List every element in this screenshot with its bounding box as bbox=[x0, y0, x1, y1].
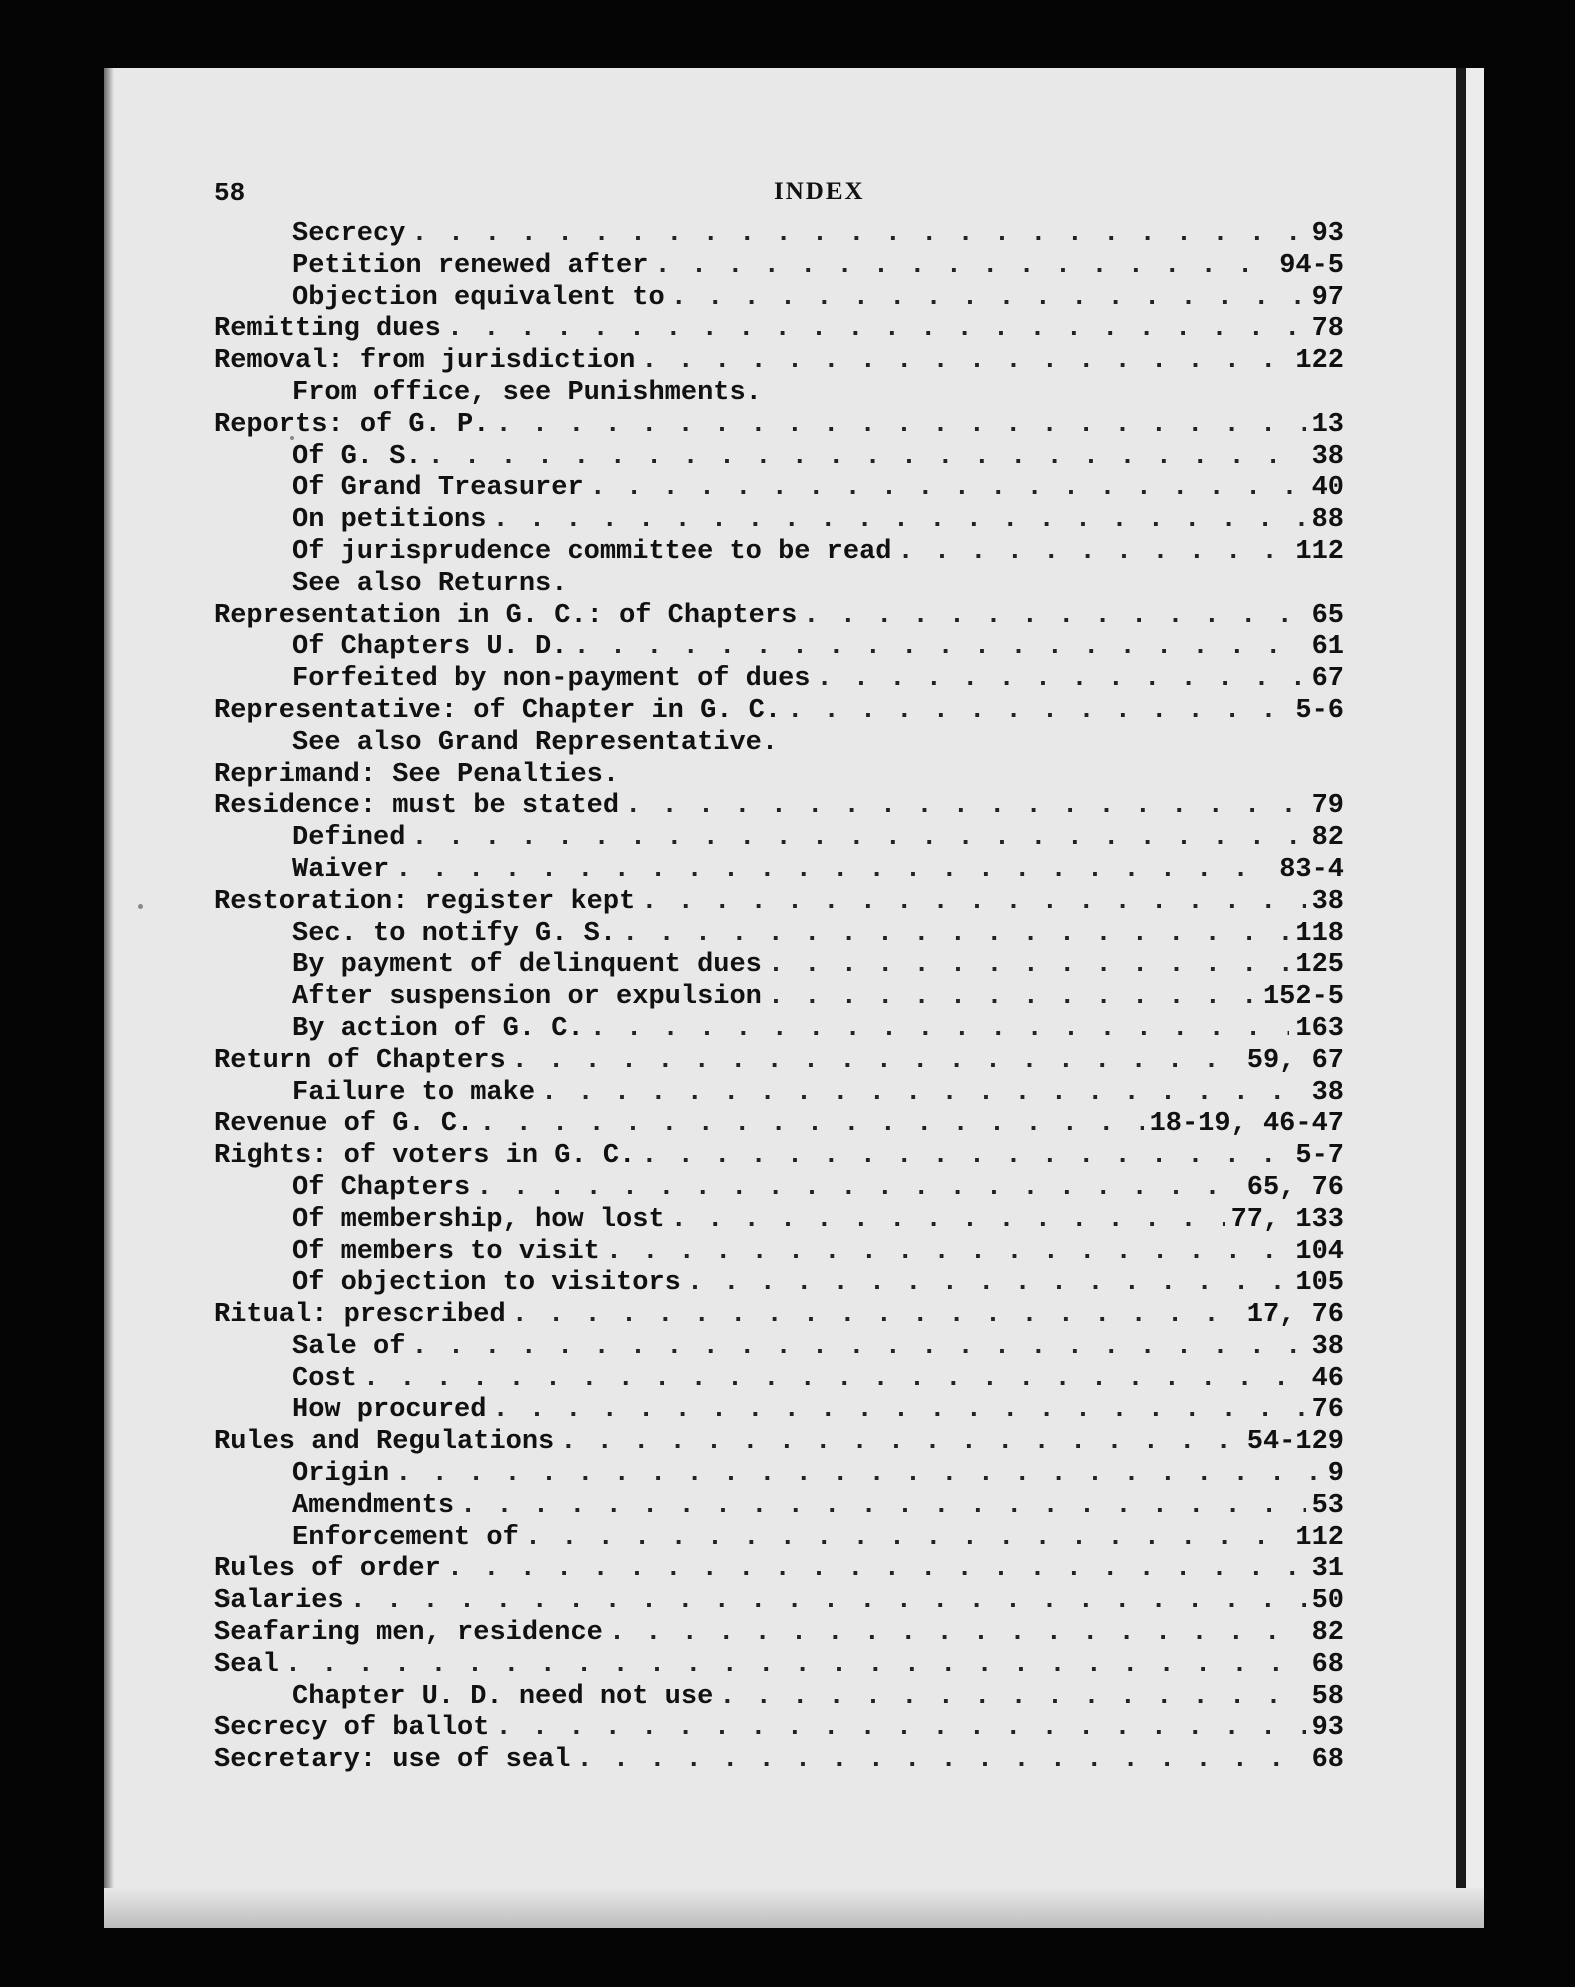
entry-pages: 68 bbox=[1311, 1649, 1344, 1680]
entry-term: Representative: of Chapter in G. C. bbox=[214, 695, 782, 726]
dot-leader bbox=[479, 1109, 1143, 1141]
index-entry bbox=[214, 1618, 1344, 1650]
entry-term: Revenue of G. C. bbox=[214, 1109, 474, 1140]
index-entry bbox=[214, 1427, 1344, 1459]
index-entry bbox=[214, 1491, 1344, 1523]
entry-term: Objection equivalent to bbox=[292, 282, 665, 313]
dot-leader bbox=[787, 696, 1289, 728]
index-entry bbox=[214, 378, 1344, 410]
index-entry bbox=[214, 887, 1344, 919]
entry-pages: 18-19, 46-47 bbox=[1149, 1109, 1344, 1140]
index-entry bbox=[214, 760, 1344, 792]
dot-leader bbox=[576, 1745, 1305, 1777]
index-entry bbox=[214, 1046, 1344, 1078]
dot-leader bbox=[590, 1014, 1290, 1046]
entry-pages: 78 bbox=[1311, 314, 1344, 345]
entry-pages: 13 bbox=[1311, 409, 1344, 440]
entry-term: Rules and Regulations bbox=[214, 1427, 555, 1458]
entry-term: Of Chapters U. D. bbox=[292, 632, 568, 663]
index-entry bbox=[214, 632, 1344, 664]
entry-term: Waiver bbox=[292, 854, 390, 885]
entry-term: Secretary: use of seal bbox=[214, 1745, 571, 1776]
entry-term: Of Grand Treasurer bbox=[292, 473, 584, 504]
dot-leader bbox=[625, 791, 1306, 823]
dot-leader bbox=[512, 1300, 1241, 1332]
entry-pages: 40 bbox=[1311, 473, 1344, 504]
entry-term: Amendments bbox=[292, 1490, 455, 1521]
entry-pages: 97 bbox=[1311, 282, 1344, 313]
entry-pages: 5-6 bbox=[1295, 695, 1344, 726]
index-entry bbox=[214, 1459, 1344, 1491]
entry-pages: 67 bbox=[1311, 664, 1344, 695]
index-entry bbox=[214, 1014, 1344, 1046]
index-entry bbox=[214, 283, 1344, 315]
index-entry bbox=[214, 505, 1344, 537]
entry-pages: 93 bbox=[1311, 1713, 1344, 1744]
dot-leader bbox=[622, 919, 1289, 951]
index-entry bbox=[214, 1554, 1344, 1586]
entry-pages: 68 bbox=[1311, 1745, 1344, 1776]
dot-leader bbox=[719, 1682, 1305, 1714]
dot-leader bbox=[609, 1618, 1306, 1650]
entry-term: Origin bbox=[292, 1459, 390, 1490]
dot-leader bbox=[590, 473, 1306, 505]
entry-term: How procured bbox=[292, 1395, 487, 1426]
entry-term: Of G. S. bbox=[292, 441, 422, 472]
dot-leader bbox=[816, 664, 1305, 696]
dot-leader bbox=[687, 1268, 1290, 1300]
entry-pages: 79 bbox=[1311, 791, 1344, 822]
dot-leader bbox=[898, 537, 1290, 569]
entry-pages: 104 bbox=[1295, 1236, 1344, 1267]
entry-pages: 38 bbox=[1311, 886, 1344, 917]
index-entry bbox=[214, 346, 1344, 378]
index-entry bbox=[214, 1745, 1344, 1777]
index-entry bbox=[214, 1364, 1344, 1396]
index-entry bbox=[214, 855, 1344, 887]
entry-term: Forfeited by non-payment of dues bbox=[292, 664, 811, 695]
index-entry bbox=[214, 410, 1344, 442]
entry-term: Restoration: register kept bbox=[214, 886, 636, 917]
dot-leader bbox=[671, 1205, 1225, 1237]
entry-pages: 122 bbox=[1295, 346, 1344, 377]
entry-term: Sale of bbox=[292, 1331, 406, 1362]
entry-pages: 88 bbox=[1311, 505, 1344, 536]
index-entry bbox=[214, 1205, 1344, 1237]
index-entry bbox=[214, 1237, 1344, 1269]
dot-leader bbox=[395, 855, 1273, 887]
entry-pages: 65, 76 bbox=[1246, 1172, 1344, 1203]
entry-pages: 77, 133 bbox=[1230, 1204, 1344, 1235]
page-gutter bbox=[1456, 68, 1466, 1928]
index-entry bbox=[214, 442, 1344, 474]
dot-leader bbox=[495, 410, 1305, 442]
entry-pages: 17, 76 bbox=[1246, 1300, 1344, 1331]
index-entry bbox=[214, 1713, 1344, 1745]
entry-term: Of membership, how lost bbox=[292, 1204, 665, 1235]
entry-pages: 112 bbox=[1295, 1522, 1344, 1553]
entry-pages: 31 bbox=[1311, 1554, 1344, 1585]
entry-pages: 59, 67 bbox=[1246, 1045, 1344, 1076]
entry-term: On petitions bbox=[292, 505, 487, 536]
index-entry bbox=[214, 1109, 1344, 1141]
entry-term: Chapter U. D. need not use bbox=[292, 1681, 714, 1712]
entry-pages: 53 bbox=[1311, 1490, 1344, 1521]
entry-term: Secrecy of ballot bbox=[214, 1713, 490, 1744]
dot-leader bbox=[492, 1395, 1305, 1427]
entry-term: Of Chapters bbox=[292, 1172, 471, 1203]
entry-pages: 38 bbox=[1311, 441, 1344, 472]
dot-leader bbox=[285, 1650, 1306, 1682]
index-entry bbox=[214, 1141, 1344, 1173]
entry-term: Failure to make bbox=[292, 1077, 536, 1108]
entry-term: By payment of delinquent dues bbox=[292, 950, 762, 981]
index-entry bbox=[214, 251, 1344, 283]
dot-leader bbox=[641, 346, 1289, 378]
index-entry bbox=[214, 569, 1344, 601]
dot-leader bbox=[641, 887, 1305, 919]
entry-pages: 163 bbox=[1295, 1013, 1344, 1044]
dot-leader bbox=[447, 1554, 1306, 1586]
index-entry bbox=[214, 1586, 1344, 1618]
index-entry bbox=[214, 601, 1344, 633]
entry-term: See also Grand Representative. bbox=[292, 727, 779, 758]
page-header bbox=[214, 178, 1344, 210]
entry-term: Enforcement of bbox=[292, 1522, 519, 1553]
index-entry bbox=[214, 950, 1344, 982]
entry-term: Of objection to visitors bbox=[292, 1268, 681, 1299]
entry-pages: 61 bbox=[1311, 632, 1344, 663]
index-entry bbox=[214, 1173, 1344, 1205]
entry-pages: 38 bbox=[1311, 1077, 1344, 1108]
entry-term: After suspension or expulsion bbox=[292, 982, 762, 1013]
entry-pages: 152-5 bbox=[1262, 982, 1344, 1013]
entry-pages: 65 bbox=[1311, 600, 1344, 631]
entry-pages: 112 bbox=[1295, 536, 1344, 567]
entry-pages: 38 bbox=[1311, 1331, 1344, 1362]
dot-leader bbox=[573, 632, 1305, 664]
dot-leader bbox=[560, 1427, 1241, 1459]
entry-pages: 105 bbox=[1295, 1268, 1344, 1299]
dot-leader bbox=[411, 823, 1305, 855]
dot-leader bbox=[671, 283, 1306, 315]
dot-leader bbox=[476, 1173, 1241, 1205]
index-entry bbox=[214, 728, 1344, 760]
dot-leader bbox=[363, 1364, 1306, 1396]
dot-leader bbox=[606, 1237, 1290, 1269]
dot-leader bbox=[492, 505, 1305, 537]
index-entry bbox=[214, 1268, 1344, 1300]
entry-term: Ritual: prescribed bbox=[214, 1300, 506, 1331]
dot-leader bbox=[641, 1141, 1289, 1173]
index-entry bbox=[214, 1395, 1344, 1427]
dot-leader bbox=[350, 1586, 1306, 1618]
entry-pages: 93 bbox=[1311, 219, 1344, 249]
dot-leader bbox=[460, 1491, 1306, 1523]
entry-term: Secrecy bbox=[292, 219, 406, 249]
entry-pages: 58 bbox=[1311, 1681, 1344, 1712]
entry-term: Petition renewed after bbox=[292, 250, 649, 281]
running-title: INDEX bbox=[774, 178, 865, 205]
entry-pages: 94-5 bbox=[1279, 250, 1344, 281]
entry-pages: 76 bbox=[1311, 1395, 1344, 1426]
entry-pages: 50 bbox=[1311, 1586, 1344, 1617]
entry-pages: 9 bbox=[1327, 1459, 1344, 1490]
index-entry bbox=[214, 696, 1344, 728]
dot-leader bbox=[512, 1046, 1241, 1078]
facing-page-edge bbox=[1466, 68, 1484, 1928]
entry-term: Reports: of G. P. bbox=[214, 409, 490, 440]
entry-term: From office, see Punishments. bbox=[292, 377, 762, 408]
entry-term: Of jurisprudence committee to be read bbox=[292, 536, 892, 567]
index-entry bbox=[214, 473, 1344, 505]
entry-pages: 5-7 bbox=[1295, 1141, 1344, 1172]
index-entry bbox=[214, 664, 1344, 696]
index-entry bbox=[214, 1078, 1344, 1110]
index-entry bbox=[214, 537, 1344, 569]
index-list bbox=[214, 219, 1344, 1777]
entry-pages: 83-4 bbox=[1279, 854, 1344, 885]
index-entry bbox=[214, 219, 1344, 251]
entry-term: See also Returns. bbox=[292, 568, 568, 599]
entry-term: Remitting dues bbox=[214, 314, 441, 345]
entry-term: Rights: of voters in G. C. bbox=[214, 1141, 636, 1172]
entry-pages: 118 bbox=[1295, 918, 1344, 949]
dot-leader bbox=[395, 1459, 1322, 1491]
dot-leader bbox=[541, 1078, 1306, 1110]
dot-leader bbox=[768, 982, 1257, 1014]
entry-term: By action of G. C. bbox=[292, 1013, 584, 1044]
entry-pages: 54-129 bbox=[1246, 1427, 1344, 1458]
index-entry bbox=[214, 1650, 1344, 1682]
entry-term: Seafaring men, residence bbox=[214, 1618, 603, 1649]
dot-leader bbox=[654, 251, 1273, 283]
entry-pages: 82 bbox=[1311, 1618, 1344, 1649]
dot-leader bbox=[525, 1523, 1290, 1555]
page-bottom-shadow bbox=[104, 1888, 1484, 1928]
dot-leader bbox=[447, 314, 1306, 346]
page-number: 58 bbox=[214, 178, 246, 208]
entry-term: Salaries bbox=[214, 1586, 344, 1617]
dot-leader bbox=[428, 442, 1306, 474]
index-entry bbox=[214, 1682, 1344, 1714]
entry-pages: 46 bbox=[1311, 1363, 1344, 1394]
dot-leader bbox=[495, 1713, 1305, 1745]
index-entry bbox=[214, 314, 1344, 346]
entry-term: Seal bbox=[214, 1649, 279, 1680]
entry-term: Sec. to notify G. S. bbox=[292, 918, 617, 949]
index-entry bbox=[214, 919, 1344, 951]
entry-term: Rules of order bbox=[214, 1554, 441, 1585]
entry-term: Defined bbox=[292, 823, 406, 854]
entry-term: Removal: from jurisdiction bbox=[214, 346, 636, 377]
dot-leader bbox=[411, 219, 1305, 251]
index-entry bbox=[214, 791, 1344, 823]
entry-term: Return of Chapters bbox=[214, 1045, 506, 1076]
entry-term: Of members to visit bbox=[292, 1236, 600, 1267]
entry-term: Residence: must be stated bbox=[214, 791, 620, 822]
dot-leader bbox=[411, 1332, 1305, 1364]
entry-term: Reprimand: See Penalties. bbox=[214, 759, 620, 790]
index-entry bbox=[214, 1332, 1344, 1364]
print-speck bbox=[138, 904, 143, 909]
dot-leader bbox=[768, 950, 1290, 982]
entry-term: Representation in G. C.: of Chapters bbox=[214, 600, 798, 631]
entry-pages: 125 bbox=[1295, 950, 1344, 981]
index-entry bbox=[214, 1523, 1344, 1555]
index-entry bbox=[214, 982, 1344, 1014]
entry-term: Cost bbox=[292, 1363, 357, 1394]
entry-pages: 82 bbox=[1311, 823, 1344, 854]
dot-leader bbox=[803, 601, 1305, 633]
index-entry bbox=[214, 1300, 1344, 1332]
index-entry bbox=[214, 823, 1344, 855]
